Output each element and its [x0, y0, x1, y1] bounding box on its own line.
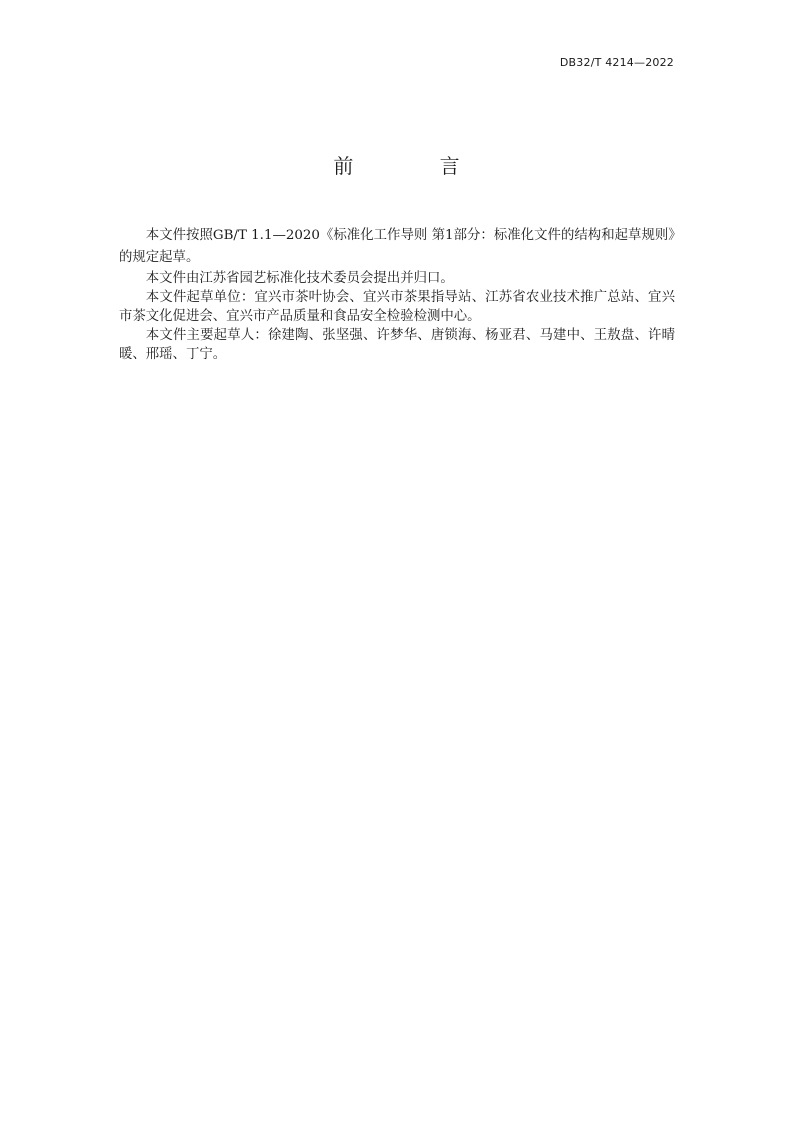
- paragraph-drafters: 本文件主要起草人：徐建陶、张坚强、许梦华、唐锁海、杨亚君、马建中、王敖盘、许晴暖、邢瑶、丁宁。: [119, 328, 675, 362]
- paragraph-drafting-units: 本文件起草单位：宜兴市茶叶协会、宜兴市茶果指导站、江苏省农业技术推广总站、宜兴市茶文化促进会、宜兴市产品质量和食品安全检验检测中心。: [119, 290, 675, 324]
- foreword-body: [119, 225, 675, 364]
- document-code: DB32/T 4214—2022: [559, 56, 674, 69]
- paragraph-proposer: 本文件由江苏省园艺标准化技术委员会提出并归口。: [145, 271, 454, 286]
- paragraph-drafting-rules: 本文件按照GB/T 1.1—2020《标准化工作导则 第1部分：标准化文件的结构和起草规则》的规定起草。: [119, 228, 675, 265]
- page-title: 前 言: [333, 154, 500, 178]
